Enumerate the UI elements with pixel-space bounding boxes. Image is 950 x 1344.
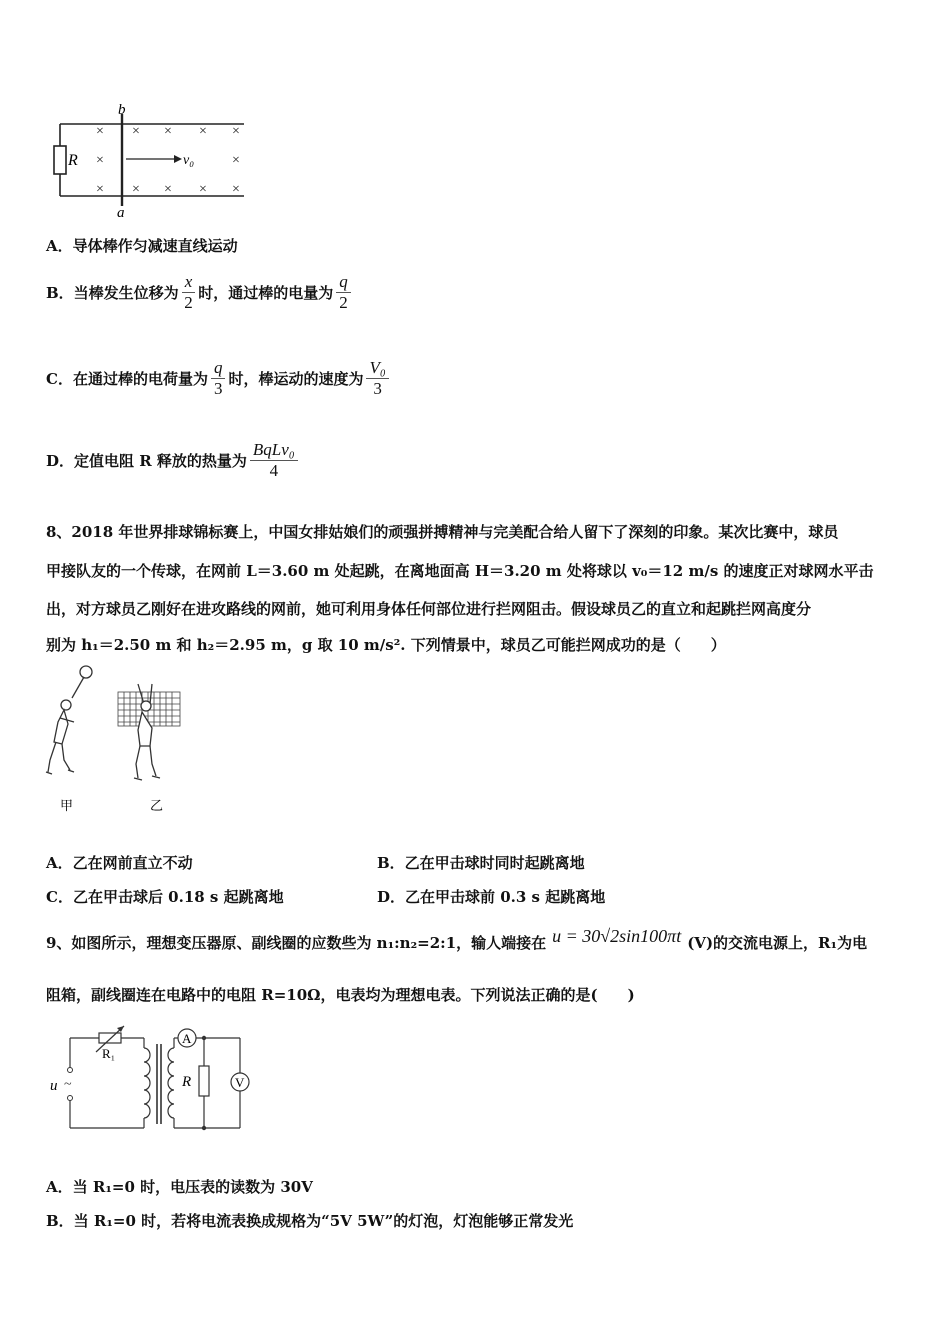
fraction-q-over-2 [336,272,351,313]
label-u: u [50,1078,58,1094]
q9-option-a: A．当 R₁=0 时，电压表的读数为 30V [46,1178,313,1196]
ammeter-label: A [182,1031,192,1046]
label-jia: 甲 [60,798,74,813]
cross-mark: × [96,182,104,197]
terminal-icon [68,1068,73,1073]
volleyball-figure [40,660,200,820]
fraction-denominator: 2 [339,293,348,312]
q8-line-4: 别为 h₁＝2.50 m 和 h₂＝2.95 m，g 取 10 m/s². 下列情景中，球员乙可能拦网成功的是（ ） [46,636,726,654]
q9-line-1-text: 9、如图所示，理想变压器原、副线圈的应数些为 n₁:n₂=2:1，输人端接在 [46,934,547,952]
q8-option-a: A．乙在网前直立不动 [46,854,193,872]
label-r: R [68,152,78,169]
fraction-x-over-2 [182,272,196,313]
cross-mark: × [232,182,240,197]
cross-mark: × [132,182,140,197]
q9-option-b: B．当 R₁=0 时，若将电流表换成规格为“5V 5W”的灯泡，灯泡能够正常发光 [46,1212,574,1230]
q8-option-b: B．乙在甲击球时同时起跳离地 [377,854,585,872]
fraction-v0-over-3 [366,358,388,399]
junction-dot-icon [202,1036,206,1040]
fraction-numerator: x [182,272,196,293]
fraction-denominator: 2 [184,293,193,312]
q7-option-d [46,440,301,481]
cross-mark: × [232,124,240,139]
fraction-numerator: BqLv₀ [250,440,298,461]
label-r: R [182,1074,192,1090]
label-a: a [117,205,125,220]
cross-mark: × [96,124,104,139]
q8-line-1: 8、2018 年世界排球锦标赛上，中国女排姑娘们的顽强拼搏精神与完美配合给人留下了深刻的印象。某次比赛中，球员 [46,523,839,541]
q7-option-a: A．导体棒作匀减速直线运动 [46,237,238,255]
voltmeter-label: V [235,1075,245,1090]
q9-line-1 [46,926,868,953]
fraction-denominator: 3 [213,379,223,398]
player-jia-icon [46,666,92,774]
cross-mark: × [164,124,172,139]
fraction-numerator: V₀ [366,358,388,379]
junction-dot-icon [202,1126,206,1130]
q7-option-b-text: B．当棒发生位移为 [46,284,179,302]
velocity-arrow-icon [174,155,182,163]
cross-mark: × [164,182,172,197]
q8-option-d: D．乙在甲击球前 0.3 s 起跳离地 [377,888,606,906]
q9-line-2: 阻箱，副线圈连在电路中的电阻 R=10Ω，电表均为理想电表。下列说法正确的是( ) [46,986,635,1004]
label-b: b [118,102,126,118]
label-v0: v₀ [183,153,195,168]
label-yi: 乙 [150,798,164,813]
fraction-denominator: 3 [373,379,382,398]
ac-source-symbol-icon: ~ [64,1077,72,1092]
q7-option-c [46,358,392,399]
label-r1: R₁ [102,1046,116,1061]
transformer-circuit-figure [44,1018,264,1138]
cross-mark: × [96,153,104,168]
cross-mark: × [232,153,240,168]
q7-option-b-text-mid: 时，通过棒的电量为 [198,284,334,302]
fraction-numerator: q [211,358,226,379]
q7-option-d-text: D．定值电阻 R 释放的热量为 [46,452,247,470]
q9-line-1-text-post: (V)的交流电源上，R₁为电 [687,934,868,952]
cross-mark: × [132,124,140,139]
fraction-denominator: 4 [269,461,279,480]
terminal-icon [68,1096,73,1101]
fraction-numerator: q [336,272,351,293]
cross-mark: × [199,182,207,197]
player-yi-icon [134,684,160,780]
q7-option-c-text: C．在通过棒的电荷量为 [46,370,208,388]
fraction-bqlv0-over-4 [250,440,298,481]
q7-option-c-text-mid: 时，棒运动的速度为 [228,370,364,388]
q9-formula: u = 30√2sin100πt [552,926,682,946]
q8-line-2: 甲接队友的一个传球，在网前 L＝3.60 m 处起跳，在离地面高 H＝3.20 m 处将球以 v₀＝12 m/s 的速度正对球网水平击 [46,562,874,580]
q8-option-c: C．乙在甲击球后 0.18 s 起跳离地 [46,888,284,906]
rod-magnetic-field-figure [44,100,259,220]
cross-mark: × [199,124,207,139]
q7-option-b [46,272,354,313]
fraction-q-over-3 [211,358,226,399]
q8-line-3: 出，对方球员乙刚好在进攻路线的网前，她可利用身体任何部位进行拦网阻击。假设球员乙的直立和起跳拦网高度分 [46,600,812,618]
